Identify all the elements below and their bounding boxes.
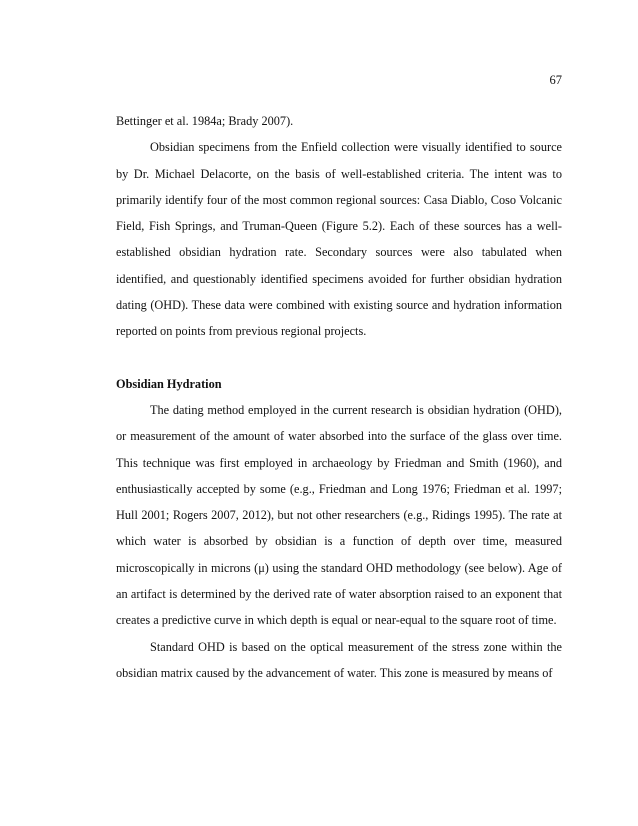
paragraph-obsidian-specimens: Obsidian specimens from the Enfield collection were visually identified to source by Dr. Michael Delacorte, on the basis of well-established criteria. The intent was to primarily identify four of the most common regional sources: Casa Diablo, Coso Volcanic Field, Fish Springs, and Truman-Queen (Figure 5.2). Each of these sources has a well-established obsidian hydration rate. Secondary sources were also tabulated when identified, and questionably identified specimens avoided for further obsidian hydration dating (OHD). These data were combined with existing source and hydration information reported on points from previous regional projects. bbox=[116, 140, 562, 339]
section-heading: Obsidian Hydration bbox=[116, 376, 222, 391]
paragraph-standard-ohd: Standard OHD is based on the optical measurement of the stress zone within the obsidian matrix caused by the advancement of water. This zone is measured by means of bbox=[116, 639, 562, 680]
paragraph-dating-method: The dating method employed in the current research is obsidian hydration (OHD), or measurement of the amount of water absorbed into the surface of the glass over time. This technique was first employed in archaeology by Friedman and Smith (1960), and enthusiastically accepted by some (e.g., Friedman and Long 1976; Friedman et al. 1997; Hull 2001; Rogers 2007, 2012), but not other researchers (e.g., Ridings 1995). The rate at which water is absorbed by obsidian is a function of depth over time, measured microscopically in microns (μ) using the standard OHD methodology (see below). Age of an artifact is determined by the derived rate of water absorption raised to an exponent that creates a predictive curve in which depth is equal or near-equal to the square root of time. bbox=[116, 402, 562, 628]
section-spacer bbox=[116, 345, 562, 371]
page-number: 67 bbox=[549, 73, 562, 87]
body-text bbox=[116, 108, 562, 686]
paragraph-continuation: Bettinger et al. 1984a; Brady 2007). bbox=[116, 114, 294, 128]
